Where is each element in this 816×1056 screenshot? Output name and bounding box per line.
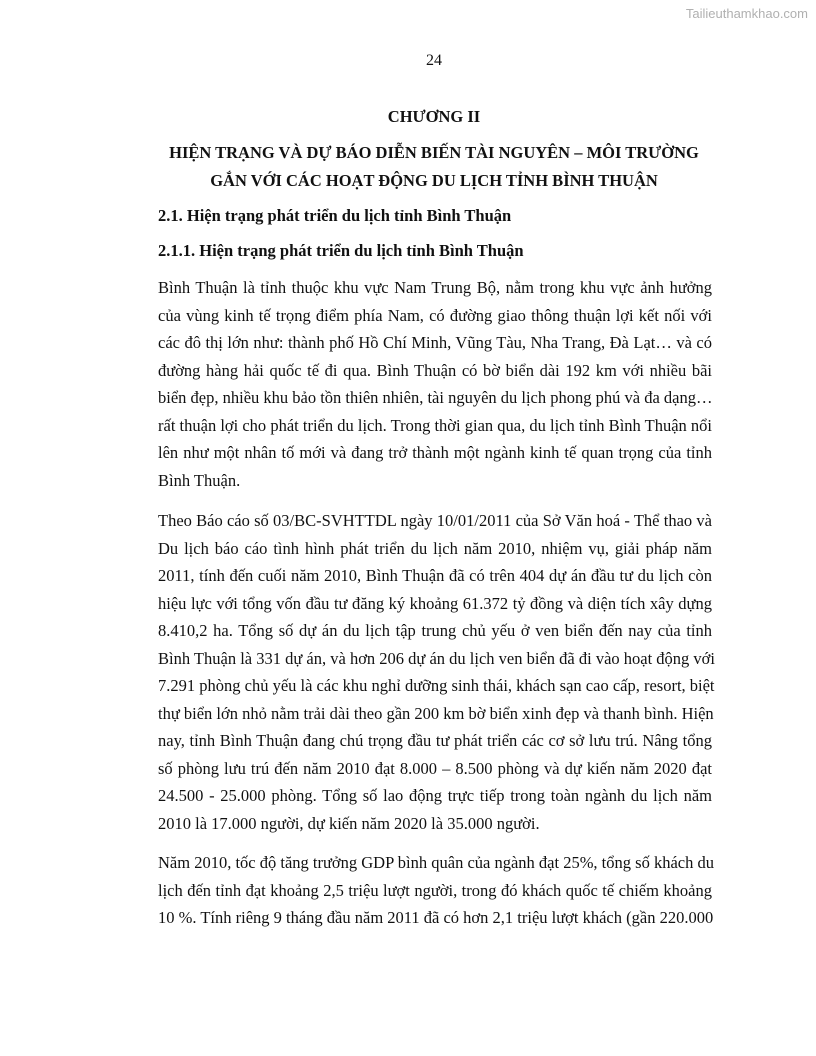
paragraph-line: lịch đến tỉnh đạt khoảng 2,5 triệu lượt người, trong đó khách quốc tế chiếm khoảng <box>158 880 712 900</box>
paragraph-line: Bình Thuận. <box>158 470 241 490</box>
paragraph-line: rất thuận lợi cho phát triển du lịch. Trong thời gian qua, du lịch tỉnh Bình Thuận nổi <box>158 415 712 435</box>
paragraph-line: 2010 là 17.000 người, dự kiến năm 2020 là 35.000 người. <box>158 813 540 833</box>
paragraph-2 <box>158 507 715 837</box>
paragraph-line: hiệu lực với tổng vốn đầu tư đăng ký khoảng 61.372 tỷ đồng và diện tích xây dựng <box>158 593 712 613</box>
paragraph-line: lên như một nhân tố mới và đang trở thành một ngành kinh tế quan trọng của tỉnh <box>158 443 712 462</box>
paragraph-line: 2011, tính đến cuối năm 2010, Bình Thuận đã có trên 404 dự án đầu tư du lịch còn <box>158 566 712 585</box>
paragraph-line: Bình Thuận là 331 dự án, và hơn 206 dự án du lịch ven biển đã đi vào hoạt động với <box>158 648 715 668</box>
paragraph-line: Bình Thuận là tỉnh thuộc khu vực Nam Trung Bộ, nằm trong khu vực ảnh hưởng <box>158 278 712 297</box>
page-number: 24 <box>426 52 442 69</box>
paragraph-line: số phòng lưu trú đến năm 2010 đạt 8.000 – 8.500 phòng và dự kiến năm 2020 đạt <box>158 758 712 778</box>
paragraph-line: 8.410,2 ha. Tổng số dự án du lịch tập trung chủ yếu ở ven biển đến nay của tỉnh <box>158 621 712 640</box>
chapter-title-line-1: HIỆN TRẠNG VÀ DỰ BÁO DIỄN BIẾN TÀI NGUYÊN – MÔI TRƯỜNG <box>169 143 699 162</box>
paragraph-3 <box>158 849 712 932</box>
subsection-heading: 2.1.1. Hiện trạng phát triển du lịch tỉnh Bình Thuận <box>158 241 524 260</box>
paragraph-line: nay, tỉnh Bình Thuận đang chú trọng đầu tư phát triển các cơ sở lưu trú. Nâng tổng <box>158 731 712 750</box>
paragraph-line: biển đẹp, nhiều khu bảo tồn thiên nhiên, tài nguyên du lịch phong phú và đa dạng… <box>158 388 713 407</box>
chapter-title-line-2: GẮN VỚI CÁC HOẠT ĐỘNG DU LỊCH TỈNH BÌNH THUẬN <box>210 171 658 190</box>
paragraph-1 <box>158 274 712 494</box>
paragraph-line: Du lịch báo cáo tình hình phát triển du lịch năm 2010, nhiệm vụ, giải pháp năm <box>158 538 712 558</box>
paragraph-line: đường hàng hải quốc tế đi qua. Bình Thuận có bờ biển dài 192 km với nhiều bãi <box>158 360 712 380</box>
chapter-heading: CHƯƠNG II <box>387 107 481 126</box>
paragraph-line: 24.500 - 25.000 phòng. Tổng số lao động trực tiếp trong toàn ngành du lịch năm <box>158 786 712 805</box>
watermark: Tailieuthamkhao.com <box>685 6 808 21</box>
paragraph-line: các đô thị lớn như: thành phố Hồ Chí Minh, Vũng Tàu, Nha Trang, Đà Lạt… và có <box>158 333 712 352</box>
paragraph-line: của vùng kinh tế trọng điểm phía Nam, có đường giao thông thuận lợi kết nối với <box>158 305 712 325</box>
paragraph-line: thự biển lớn nhỏ nằm trải dài theo gần 200 km bờ biển xinh đẹp và thanh bình. Hiện <box>158 703 714 723</box>
paragraph-line: Theo Báo cáo số 03/BC-SVHTTDL ngày 10/01/2011 của Sở Văn hoá - Thể thao và <box>158 511 712 530</box>
paragraph-line: 10 %. Tính riêng 9 tháng đầu năm 2011 đã có hơn 2,1 triệu lượt khách (gần 220.000 <box>158 908 714 927</box>
paragraph-line: Năm 2010, tốc độ tăng trưởng GDP bình quân của ngành đạt 25%, tổng số khách du <box>158 853 714 872</box>
section-heading: 2.1. Hiện trạng phát triển du lịch tỉnh Bình Thuận <box>158 206 512 225</box>
paragraph-line: 7.291 phòng chủ yếu là các khu nghỉ dưỡng sinh thái, khách sạn cao cấp, resort, biệt <box>158 676 715 695</box>
